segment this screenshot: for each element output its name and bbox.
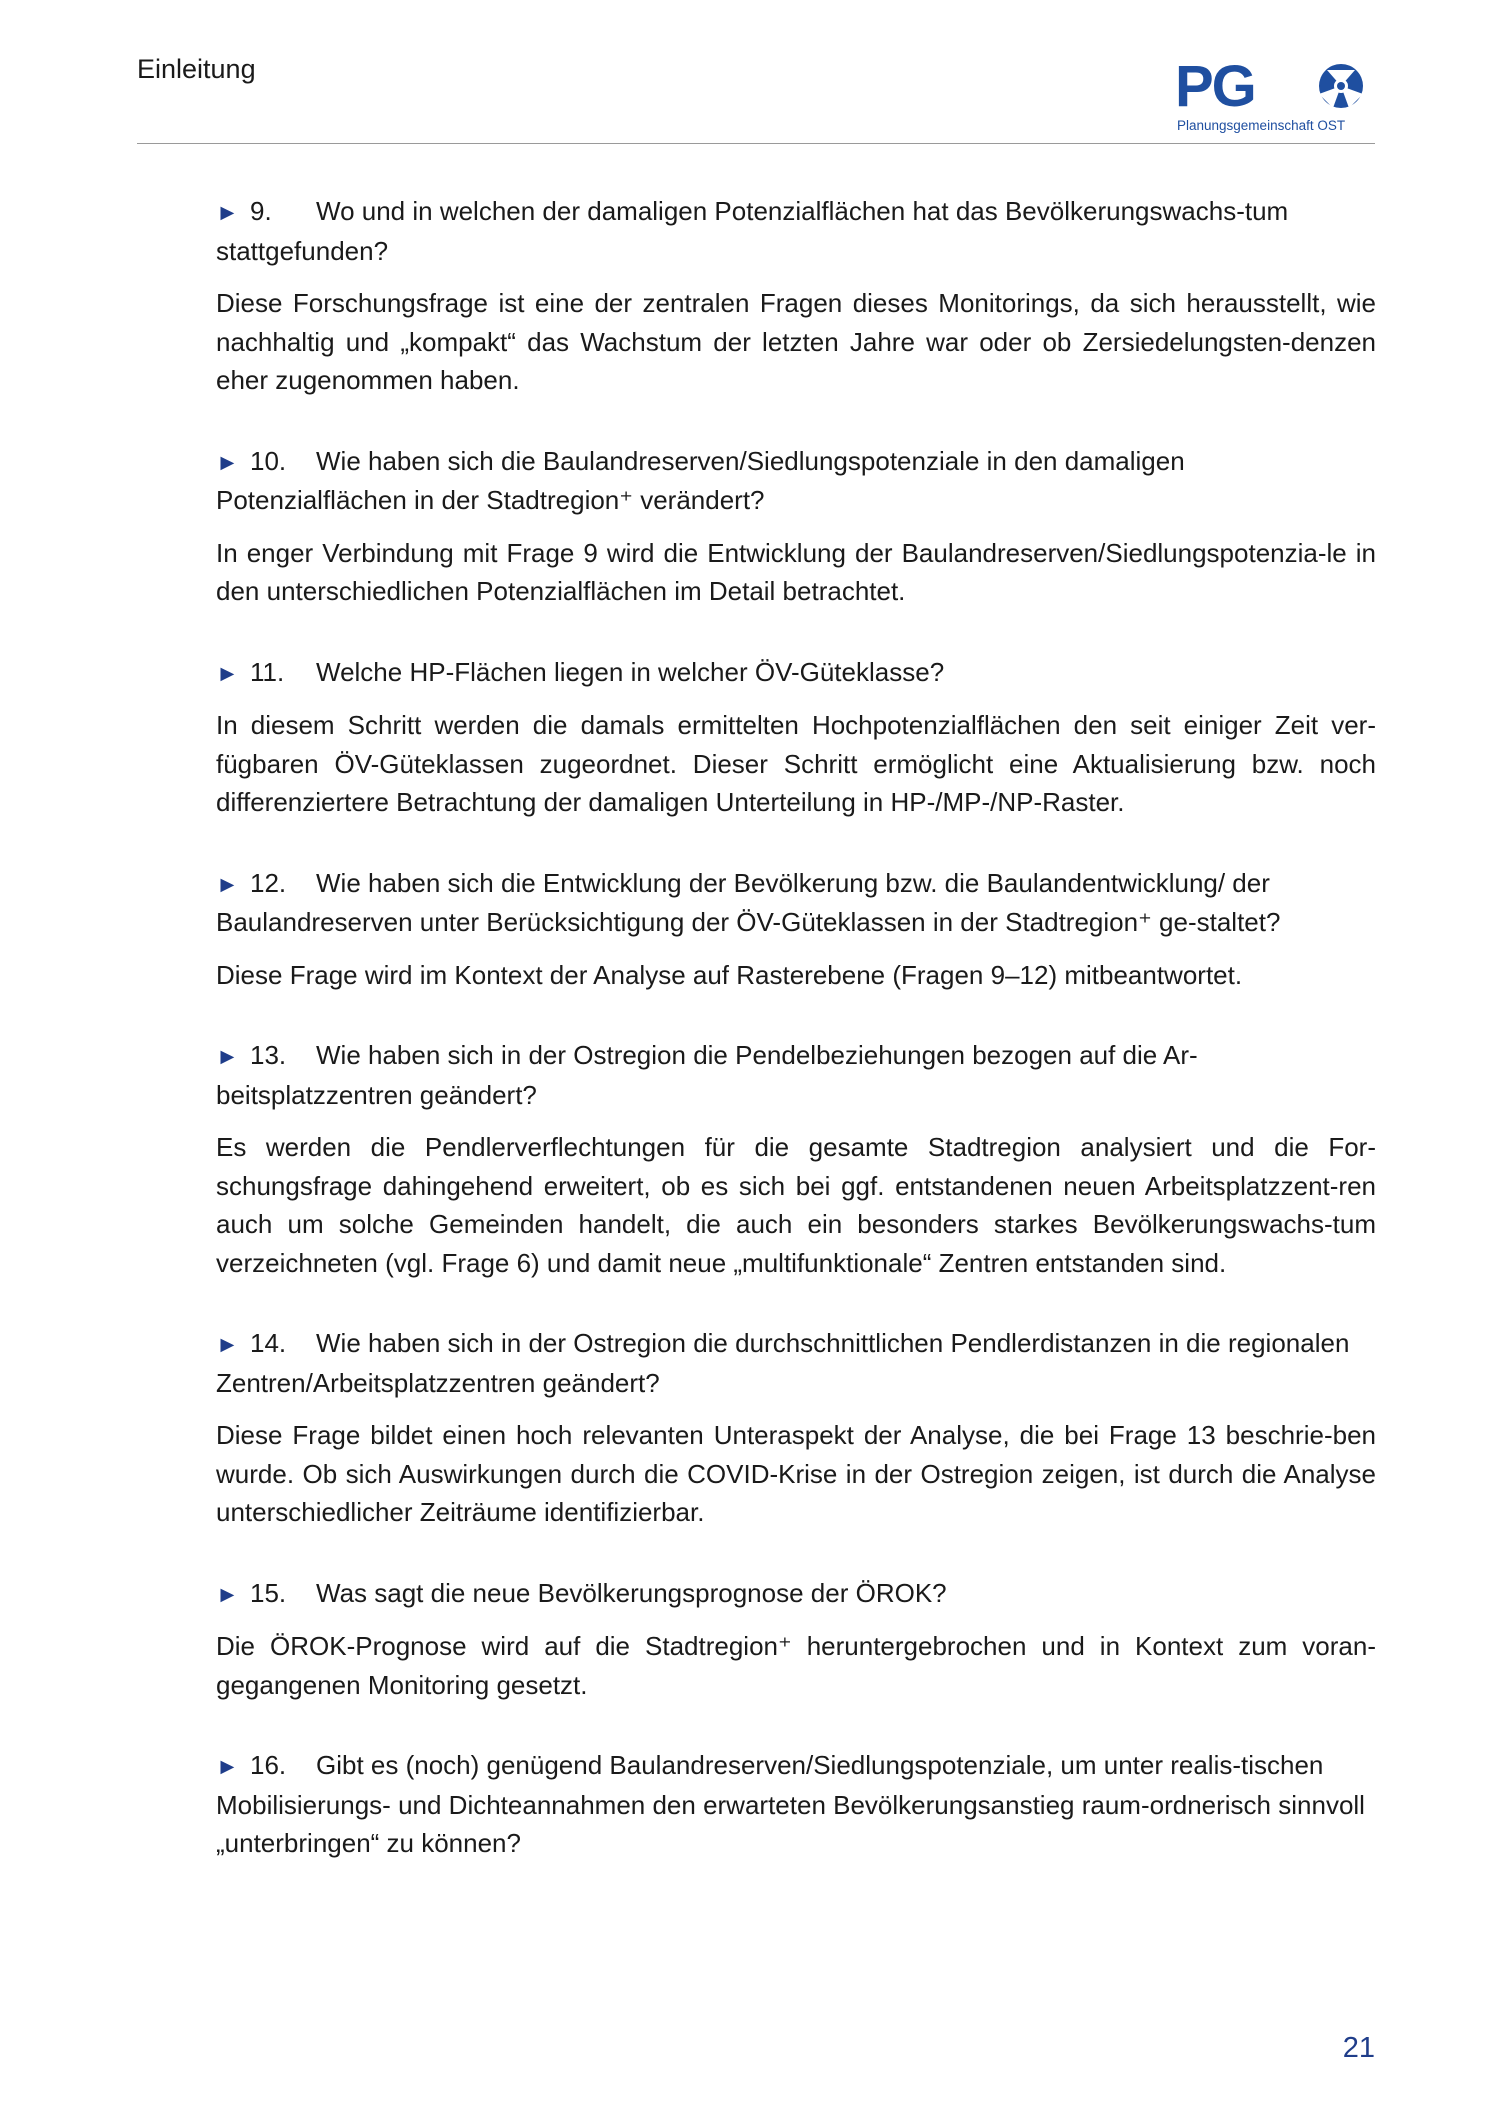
question-text: Wie haben sich in der Ostregion die durchschnittlichen Pendlerdistanzen in die regionalen Zentren/Arbeitsplatzzentren geändert? [216, 1328, 1350, 1398]
question-text: Wo und in welchen der damaligen Potenzialflächen hat das Bevölkerungswachs-tum stattgefunden? [216, 196, 1289, 266]
triangle-bullet-icon: ► [216, 448, 239, 475]
question-text: Wie haben sich die Entwicklung der Bevölkerung bzw. die Baulandentwicklung/ der Baulandreserven unter Berücksichtigung der ÖV-Güteklassen in der Stadtregion⁺ ge-staltet? [216, 867, 1281, 937]
logo-subtitle: Planungsgemeinschaft OST [1177, 118, 1346, 133]
logo-circle-icon [1319, 64, 1363, 108]
question-item [216, 1746, 1376, 1863]
page-number: 21 [1342, 2032, 1375, 2064]
answer-text: Diese Forschungsfrage ist eine der zentralen Fragen dieses Monitorings, da sich herausstellt, wie nachhaltig und „kompakt“ das Wachstum der letzten Jahre war oder ob Zersiedelungsten-denzen eher zugenommen haben. [216, 288, 1376, 395]
triangle-bullet-icon: ► [216, 1753, 239, 1779]
section-title: Einleitung [137, 54, 256, 84]
page-header [137, 50, 1375, 145]
question-number: 14. [250, 1328, 287, 1358]
triangle-bullet-icon: ► [216, 1331, 239, 1357]
question-number: 12. [250, 867, 287, 898]
question-item [216, 442, 1376, 611]
triangle-bullet-icon: ► [216, 659, 239, 686]
research-question [216, 1036, 1376, 1114]
triangle-bullet-icon: ► [216, 199, 239, 225]
research-question [216, 442, 1376, 520]
question-text: Welche HP-Flächen liegen in welcher ÖV-Güteklasse? [316, 656, 945, 687]
question-text: Gibt es (noch) genügend Baulandreserven/Siedlungspotenziale, um unter realis-tischen Mobilisierungs- und Dichteannahmen den erwarteten Bevölkerungsanstieg raum-ordnerisch sinnvoll „unterbringen“ zu können? [216, 1750, 1365, 1858]
answer-text: Die ÖROK-Prognose wird auf die Stadtregion⁺ heruntergebrochen und in Kontext zum voran-gegangenen Monitoring gesetzt. [216, 1631, 1376, 1700]
question-text: Wie haben sich in der Ostregion die Pendelbeziehungen bezogen auf die Ar-beitsplatzzentren geändert? [216, 1040, 1198, 1110]
question-number: 16. [250, 1750, 287, 1780]
research-question [216, 1324, 1376, 1402]
triangle-bullet-icon: ► [216, 1580, 239, 1607]
research-question [216, 864, 1376, 942]
research-question [216, 1746, 1376, 1863]
question-number: 15. [250, 1577, 287, 1608]
question-item [216, 1036, 1376, 1282]
question-item [216, 1324, 1376, 1532]
question-item [216, 864, 1376, 995]
question-number: 11. [250, 656, 285, 687]
triangle-bullet-icon: ► [216, 1043, 239, 1069]
pgo-logo [1175, 56, 1375, 136]
answer-text: In enger Verbindung mit Frage 9 wird die Entwicklung der Baulandreserven/Siedlungspotenzia-le in den unterschiedlichen Potenzialflächen im Detail betrachtet. [216, 537, 1376, 606]
pgo-logo-graphic [1175, 56, 1375, 136]
research-question [216, 653, 1376, 693]
question-text: Wie haben sich die Baulandreserven/Siedlungspotenziale in den damaligen Potenzialflächen in der Stadtregion⁺ verändert? [216, 445, 1185, 515]
triangle-bullet-icon: ► [216, 870, 239, 897]
research-question [216, 192, 1376, 270]
header-divider [137, 143, 1375, 144]
answer-text: Diese Frage wird im Kontext der Analyse auf Rasterebene (Fragen 9–12) mitbeantwortet. [216, 959, 1243, 990]
question-number: 10. [250, 445, 287, 476]
question-number: 13. [250, 1040, 287, 1070]
question-item [216, 653, 1376, 822]
question-item [216, 1574, 1376, 1705]
answer-text: In diesem Schritt werden die damals ermittelten Hochpotenzialflächen den seit einiger Zeit ver-fügbaren ÖV-Güteklassen zugeordnet. Dieser Schritt ermöglicht eine Aktualisierung bzw. noch differenziertere Betrachtung der damaligen Unterteilung in HP-/MP-/NP-Raster. [216, 710, 1376, 817]
questions-list [216, 192, 1376, 1877]
answer-text: Es werden die Pendlerverflechtungen für die gesamte Stadtregion analysiert und die For-schungsfrage dahingehend erweitert, ob es sich bei ggf. entstandenen neuen Arbeitsplatzzent-ren auch um solche Gemeinden handelt, die auch ein besonders starkes Bevölkerungswachs-tum verzeichneten (vgl. Frage 6) und damit neue „multifunktionale“ Zentren entstanden sind. [216, 1132, 1376, 1278]
question-text: Was sagt die neue Bevölkerungsprognose der ÖROK? [316, 1577, 947, 1608]
research-question [216, 1574, 1376, 1614]
question-item [216, 192, 1376, 400]
logo-letters: PG [1175, 56, 1255, 119]
question-number: 9. [250, 196, 272, 226]
answer-text: Diese Frage bildet einen hoch relevanten Unteraspekt der Analyse, die bei Frage 13 beschrie-ben wurde. Ob sich Auswirkungen durch die COVID-Krise in der Ostregion zeigen, ist durch die Analyse unterschiedlicher Zeiträume identifizierbar. [216, 1420, 1376, 1527]
